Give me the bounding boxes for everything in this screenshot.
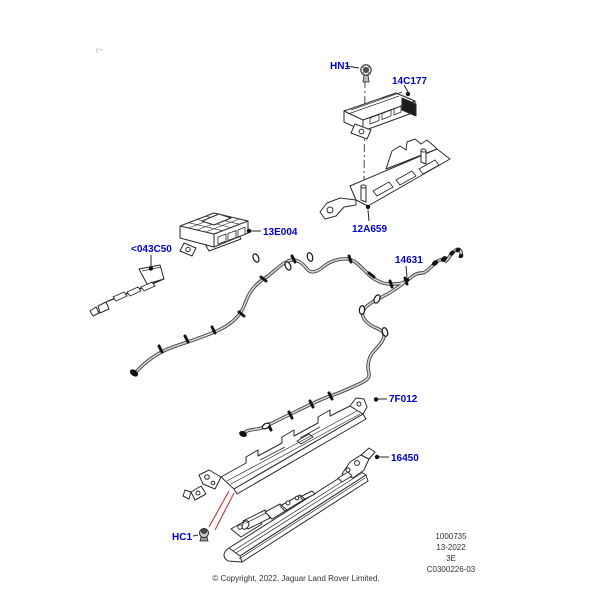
bracket-043c50 [90, 265, 164, 316]
leader-dot-16450 [375, 455, 379, 459]
copyright-line: © Copyright, 2022. Jaguar Land Rover Limited. [212, 574, 380, 583]
loop-clip [252, 253, 260, 263]
leader-dot-13e004 [247, 229, 251, 233]
bracket-pin-2-top [421, 149, 426, 152]
sheet-code: 3E [446, 554, 456, 563]
hc1-clip [200, 529, 209, 542]
clip-head-center [202, 530, 207, 534]
bracket-slots [113, 282, 155, 301]
leader-dot-14631 [405, 278, 409, 282]
bracket-hole [346, 468, 350, 472]
loop-clip [359, 305, 365, 314]
callout-hc1[interactable]: HC1 [172, 532, 193, 543]
wire-clips [159, 256, 407, 430]
callout-14631[interactable]: 14631 [395, 255, 423, 266]
callout-043c50[interactable]: <043C50 [131, 244, 172, 255]
sheet-figure-number: 1000735 [435, 532, 467, 541]
rail-hook-hole [357, 402, 361, 406]
bracket-arm [320, 198, 356, 219]
module-14c177 [344, 92, 416, 139]
callout-hn1[interactable]: HN1 [330, 61, 351, 72]
bracket-hole [355, 461, 360, 466]
registration-tick [96, 49, 103, 53]
module-mount-hole [359, 129, 364, 134]
hn1-bolt [361, 65, 371, 82]
linkage-hole [295, 496, 299, 500]
sheet-date-code: 13-2022 [436, 543, 466, 552]
leader-dot-7f012 [374, 397, 378, 401]
callout-16450[interactable]: 16450 [391, 453, 419, 464]
bolt-shaft [363, 75, 369, 82]
module-13e004 [180, 213, 248, 256]
rail-arm-hole [205, 475, 210, 480]
callout-14c177[interactable]: 14C177 [392, 76, 428, 87]
sheet-info [427, 532, 476, 574]
callout-12a659[interactable]: 12A659 [352, 224, 388, 235]
rail-arm-hole [211, 481, 215, 485]
sheet-drawing-number: C0300226-03 [426, 565, 476, 574]
leader-12a659 [368, 210, 369, 221]
rail-left-bracket [183, 486, 206, 500]
wiring-harness-14631 [129, 247, 465, 438]
bracket-arm-hole [327, 207, 333, 213]
leader-dot-043c50 [149, 266, 153, 270]
loop-clip [306, 252, 313, 262]
loop-clip [284, 261, 292, 271]
wire-loop-clips [252, 252, 389, 430]
loop-clip [373, 294, 381, 304]
leader-hc1 [193, 535, 198, 536]
bracket-hook [90, 302, 109, 316]
rail-left-arm [199, 470, 221, 489]
module-mount-hole [186, 247, 190, 251]
bracket-12a659 [320, 139, 450, 219]
bracket-pin-1-top [361, 185, 366, 188]
rail-bracket-hole [196, 491, 200, 495]
leader-dot-14c177 [406, 92, 410, 96]
callout-13e004[interactable]: 13E004 [263, 227, 298, 238]
callout-7f012[interactable]: 7F012 [389, 394, 418, 405]
hc1-red-leader-lines [209, 491, 234, 530]
leader-14631 [406, 266, 407, 277]
linkage-hole [286, 501, 290, 505]
leader-dot-12a659 [366, 205, 370, 209]
